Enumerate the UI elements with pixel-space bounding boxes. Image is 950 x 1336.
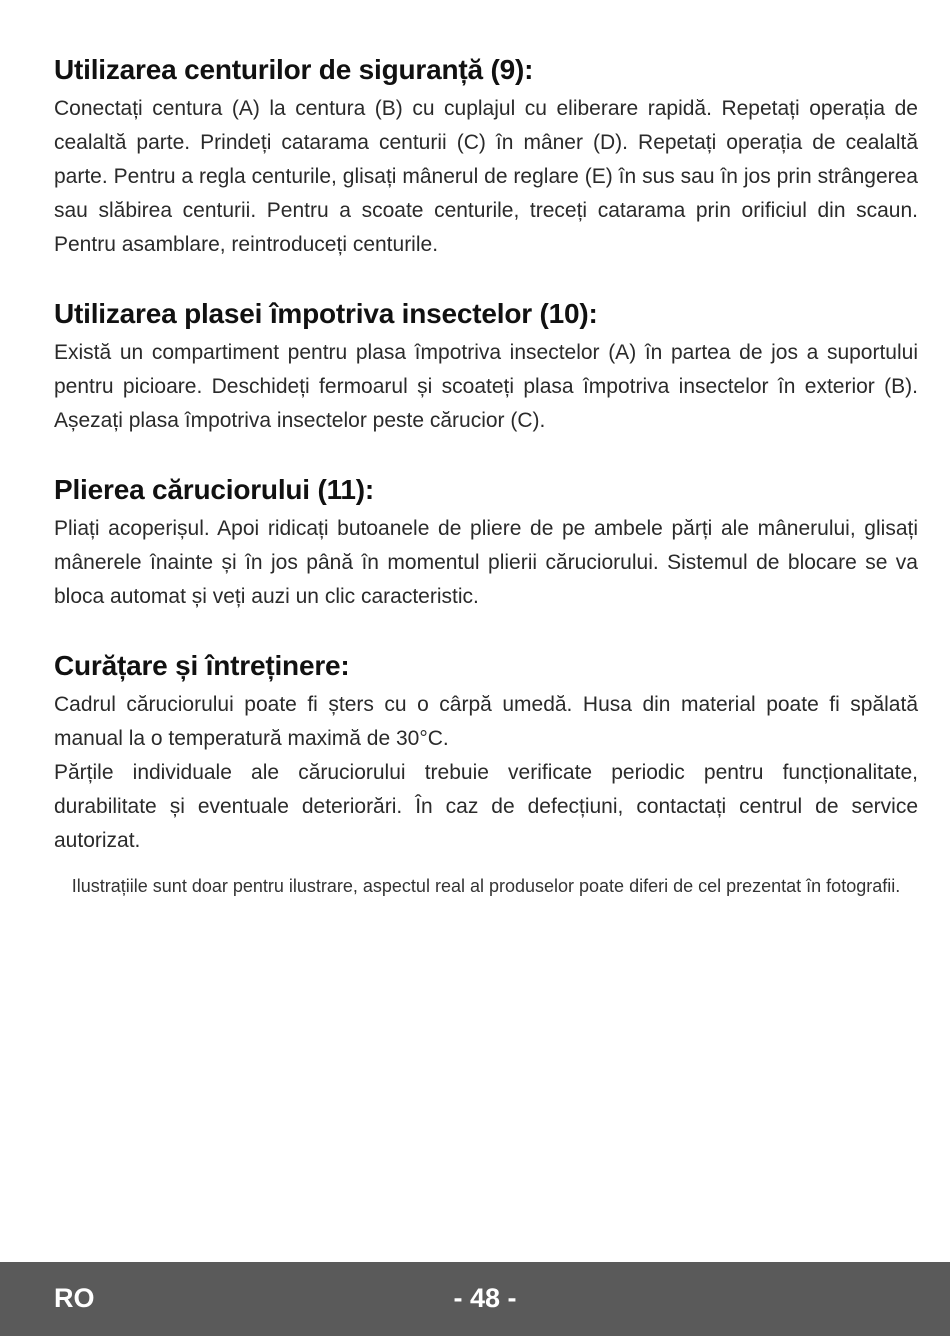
section-cleaning xyxy=(54,648,918,858)
language-code: RO xyxy=(54,1283,95,1313)
section-title: Utilizarea plasei împotriva insectelor (10): xyxy=(54,298,598,329)
section-folding xyxy=(54,472,918,614)
section-paragraph: Există un compartiment pentru plasa împotriva insectelor (A) în partea de jos a suportului pentru picioare. Deschideți fermoarul și scoateți plasa împotriva insectelor în exterior (B). Așezați plasa împotriva insectelor peste cărucior (C). xyxy=(54,341,918,432)
section-seat-belts xyxy=(54,52,918,262)
section-title: Utilizarea centurilor de siguranță (9): xyxy=(54,54,534,85)
section-paragraph: Cadrul căruciorului poate fi șters cu o cârpă umedă. Husa din material poate fi spălată manual la o temperatură maximă de 30°C. xyxy=(54,693,918,750)
page-footer xyxy=(0,1262,950,1336)
section-paragraph: Pliați acoperișul. Apoi ridicați butoanele de pliere de pe ambele părți ale mânerului, glisați mânerele înainte și în jos până în momentul plierii căruciorului. Sistemul de blocare se va bloca automat și veți auzi un clic caracteristic. xyxy=(54,517,918,608)
page-content xyxy=(54,52,918,892)
section-paragraph: Părțile individuale ale căruciorului trebuie verificate periodic pentru funcționalitate, durabilitate și eventuale deteriorări. În caz de defecțiuni, contactați centrul de service autorizat. xyxy=(54,761,918,852)
section-title: Curățare și întreținere: xyxy=(54,650,350,681)
section-insect-net xyxy=(54,296,918,438)
illustration-disclaimer: Ilustrațiile sunt doar pentru ilustrare, aspectul real al produselor poate diferi de cel prezentat în fotografii. xyxy=(71,876,901,896)
page-number: - 48 - xyxy=(453,1283,517,1313)
section-title: Plierea căruciorului (11): xyxy=(54,474,375,505)
section-paragraph: Conectați centura (A) la centura (B) cu cuplajul cu eliberare rapidă. Repetați operația de cealaltă parte. Prindeți catarama centurii (C) în mâner (D). Repetați operația de cealaltă parte. Pentru a regla centurile, glisați mânerul de reglare (E) în sus sau în jos prin strângerea sau slăbirea centurii. Pentru a scoate centurile, treceți catarama prin orificiul din scaun. Pentru asamblare, reintroduceți centurile. xyxy=(54,97,918,256)
